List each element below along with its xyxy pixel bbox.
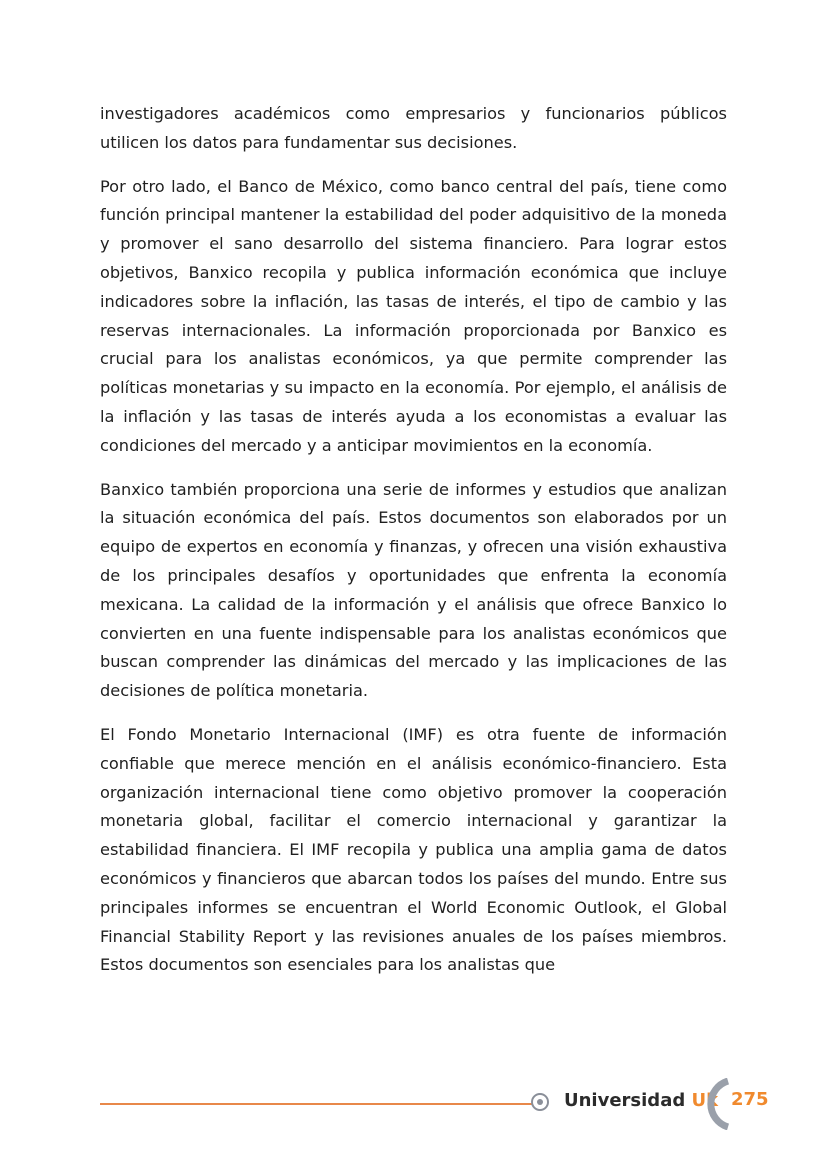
page-footer xyxy=(100,1078,770,1130)
paragraph: El Fondo Monetario Internacional (IMF) es otra fuente de información confiable que merece mención en el análisis económico-financiero. Esta organización internacional tiene como objetivo promover la cooperación monetaria global, facilitar el comercio internacional y garantizar la estabilidad financiera. El IMF recopila y publica una amplia gama de datos económicos y financieros que abarcan todos los países del mundo. Entre sus principales informes se encuentran el World Economic Outlook, el Global Financial Stability Report y las revisiones anuales de los países miembros. Estos documentos son esenciales para los analistas que xyxy=(100,724,727,975)
brand-name: Universidad xyxy=(564,1090,686,1111)
paragraph: Banxico también proporciona una serie de informes y estudios que analizan la situación económica del país. Estos documentos son elaborados por un equipo de expertos en economía y finanzas, y ofrecen una visión exhaustiva de los principales desafíos y oportunidades que enfrenta la economía mexicana. La calidad de la información y el análisis que ofrece Banxico lo convierten en una fuente indispensable para los analistas económicos que buscan comprender las dinámicas del mercado y las implicaciones de las decisiones de política monetaria. xyxy=(100,479,727,701)
footer-divider xyxy=(100,1103,532,1105)
paragraph: investigadores académicos como empresarios y funcionarios públicos utilicen los datos para fundamentar sus decisiones. xyxy=(100,104,727,152)
target-circle-icon xyxy=(531,1093,549,1111)
document-body xyxy=(100,100,727,995)
paragraph: Por otro lado, el Banco de México, como banco central del país, tiene como función principal mantener la estabilidad del poder adquisitivo de la moneda y promover el sano desarrollo del sistema financiero. Para lograr estos objetivos, Banxico recopila y publica información económica que incluye indicadores sobre la inflación, las tasas de interés, el tipo de cambio y las reservas internacionales. La información proporcionada por Banxico es crucial para los analistas económicos, ya que permite comprender las políticas monetarias y su impacto en la economía. Por ejemplo, el análisis de la inflación y las tasas de interés ayuda a los economistas a evaluar las condiciones del mercado y a anticipar movimientos en la economía. xyxy=(100,176,727,455)
page-number: 275 xyxy=(731,1089,769,1110)
brand-logo xyxy=(564,1090,718,1111)
brand-suffix: Uk xyxy=(691,1090,719,1111)
